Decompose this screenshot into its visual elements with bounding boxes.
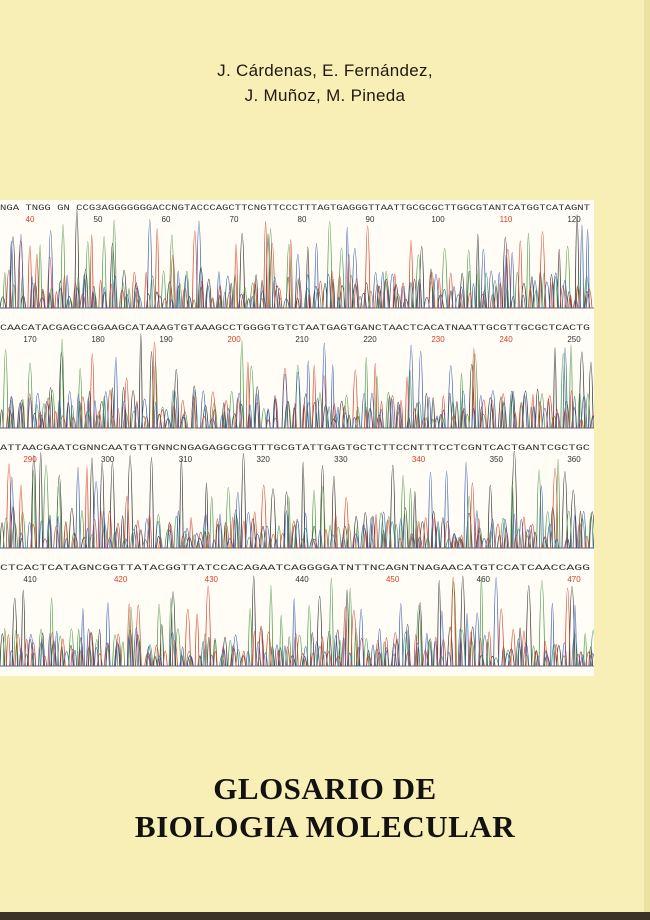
chromatogram-strip-2-svg — [0, 320, 594, 438]
sequence-text: NGA TNGG GN CCG3AGGGGGGGACCNGTACCCAGCTTCNGTTCCCTTTAGTGAGGGTTAATTGCGCGCTTGGCGTANTCATGGTCATAGNT — [0, 203, 590, 213]
position-tick-label: 310 — [178, 455, 193, 464]
position-tick-label: 100 — [431, 215, 445, 224]
chromatogram-strip-2 — [0, 320, 594, 438]
position-tick-label: 300 — [101, 455, 115, 464]
chromatogram-strip-4 — [0, 560, 594, 676]
position-tick-label: 450 — [385, 575, 400, 584]
dna-chromatogram-image — [0, 200, 594, 676]
position-tick-label: 60 — [161, 215, 171, 224]
title-line-2: BIOLOGIA MOLECULAR — [134, 809, 516, 844]
position-tick-label: 70 — [229, 215, 239, 224]
position-tick-label: 460 — [476, 575, 491, 584]
position-tick-label: 330 — [334, 455, 348, 464]
bottom-edge — [0, 912, 650, 920]
chromatogram-strip-4-svg — [0, 560, 594, 676]
sequence-text: ATTAACGAATCGNNCAATGTTGNNCNGAGAGGCGGTTTGCGTATTGAGTGCTCTTCCNTTTCCTCGNTCACTGANTCGCTGC — [0, 443, 590, 453]
position-tick-label: 230 — [431, 335, 445, 344]
position-tick-label: 360 — [567, 455, 581, 464]
position-tick-label: 340 — [411, 455, 426, 464]
position-tick-label: 420 — [113, 575, 128, 584]
book-title — [90, 770, 560, 846]
trace-A — [0, 220, 589, 308]
position-tick-label: 440 — [295, 575, 309, 584]
sequence-text: CAACATACGAGCCGGAAGCATAAAGTGTAAAGCCTGGGGTGTCTAATGAGTGANCTAACTCACATNAATTGCGTTGCGCTCACTG — [0, 323, 590, 333]
trace-A — [0, 459, 593, 548]
position-tick-label: 120 — [567, 215, 581, 224]
trace-G — [0, 451, 594, 548]
position-tick-label: 320 — [256, 455, 270, 464]
sequence-text: CTCACTCATAGNCGGTTATACGGTTATCCACAGAATCAGGGGATNTTNCAGNTNAGAACATGTCCATCAACCAGG — [0, 563, 590, 573]
chromatogram-strip-3 — [0, 440, 594, 558]
chromatogram-strip-1 — [0, 200, 594, 318]
cover-edge — [644, 0, 650, 920]
position-tick-label: 240 — [499, 335, 513, 344]
position-tick-label: 90 — [365, 215, 375, 224]
authors-line-2: J. Muñoz, M. Pineda — [244, 86, 406, 105]
position-tick-label: 80 — [297, 215, 307, 224]
position-tick-label: 220 — [363, 335, 377, 344]
position-tick-label: 250 — [567, 335, 581, 344]
position-tick-label: 350 — [489, 455, 503, 464]
position-tick-label: 40 — [25, 215, 35, 224]
position-tick-label: 110 — [499, 215, 513, 224]
chromatogram-strip-1-svg — [0, 200, 594, 318]
authors-line-1: J. Cárdenas, E. Fernández, — [217, 61, 433, 80]
title-line-1: GLOSARIO DE — [213, 771, 437, 806]
position-tick-label: 50 — [93, 215, 103, 224]
authors-block — [180, 58, 470, 108]
position-tick-label: 180 — [91, 335, 105, 344]
position-tick-label: 210 — [295, 335, 309, 344]
position-tick-label: 190 — [159, 335, 173, 344]
trace-T — [0, 342, 594, 428]
position-tick-label: 430 — [204, 575, 219, 584]
position-tick-label: 200 — [227, 335, 241, 344]
position-tick-label: 470 — [567, 575, 581, 584]
position-tick-label: 170 — [23, 335, 37, 344]
chromatogram-strip-3-svg — [0, 440, 594, 558]
trace-C — [0, 220, 589, 308]
position-tick-label: 290 — [23, 455, 37, 464]
position-tick-label: 410 — [23, 575, 37, 584]
